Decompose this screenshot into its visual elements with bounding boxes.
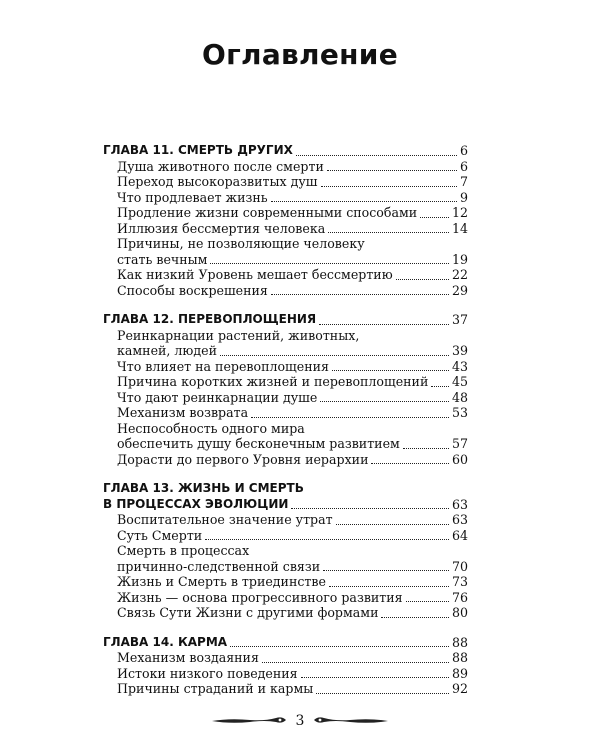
entry-title: камней, людей [117, 343, 217, 358]
page-number: 9 [459, 189, 468, 205]
leader-dots [371, 463, 449, 464]
toc-entry[interactable] [103, 205, 468, 221]
toc-entry[interactable] [103, 590, 468, 606]
leader-dots [271, 201, 457, 202]
leader-dots [336, 524, 449, 525]
toc-entry[interactable] [103, 267, 468, 283]
leader-dots [420, 217, 449, 218]
entry-title: причинно-следственной связи [117, 558, 321, 574]
toc-chapter-13-line1[interactable] [103, 481, 468, 497]
entry-title: Причины страданий и кармы [117, 681, 314, 696]
toc-entry[interactable] [103, 405, 468, 421]
entry-title: Переход высокоразвитых душ [117, 174, 318, 189]
entry-title: стать вечным [117, 251, 208, 267]
toc-entry[interactable] [103, 252, 468, 268]
page-number: 19 [451, 251, 468, 267]
leader-dots [271, 294, 449, 295]
entry-title: Как низкий Уровень мешает бессмертию [117, 267, 393, 282]
chapter-title: ГЛАВА 14. КАРМА [103, 634, 228, 649]
toc-entry[interactable] [103, 174, 468, 190]
toc-chapter-11[interactable] [103, 143, 468, 159]
toc-chapter-14[interactable] [103, 635, 468, 651]
leader-dots [316, 693, 449, 694]
page-number: 45 [451, 374, 468, 389]
toc-entry[interactable] [103, 390, 468, 406]
toc-chapter-13[interactable] [103, 497, 468, 513]
page-number: 63 [451, 496, 468, 512]
leader-dots [220, 355, 449, 356]
page-number: 43 [451, 358, 468, 374]
leader-dots [327, 170, 457, 171]
entry-title: Механизм воздаяния [117, 650, 259, 665]
page-number: 53 [451, 405, 468, 420]
toc-entry[interactable] [103, 374, 468, 390]
page-number: 48 [451, 389, 468, 405]
leader-dots [251, 417, 449, 418]
page-number: 14 [451, 220, 468, 236]
leader-dots [320, 401, 449, 402]
page-number: 70 [451, 558, 468, 574]
toc-entry[interactable] [103, 343, 468, 359]
toc-entry[interactable] [103, 159, 468, 175]
toc-entry[interactable] [103, 528, 468, 544]
chapter-title: ГЛАВА 11. СМЕРТЬ ДРУГИХ [103, 143, 293, 157]
page-number: 89 [451, 665, 468, 681]
entry-title: Жизнь — основа прогрессивного развития [117, 589, 403, 605]
leader-dots [431, 386, 449, 387]
toc-entry[interactable] [103, 605, 468, 621]
page-number: 22 [451, 267, 468, 282]
entry-title: Что дают реинкарнации душе [117, 389, 318, 405]
toc-chapter-12[interactable] [103, 312, 468, 328]
leader-dots [296, 155, 457, 156]
entry-title: Дорасти до первого Уровня иерархии [117, 451, 369, 467]
entry-title: Связь Сути Жизни с другими формами [117, 605, 379, 620]
entry-title: Реинкарнации растений, животных, [117, 327, 360, 343]
toc-entry[interactable] [103, 221, 468, 237]
entry-title: Иллюзия бессмертия человека [117, 220, 326, 236]
leader-dots [396, 279, 449, 280]
toc-entry-line1[interactable] [103, 543, 468, 559]
page-number-footer: 3 [295, 713, 305, 729]
entry-title: Механизм возврата [117, 405, 249, 420]
leader-dots [205, 539, 449, 540]
chapter-title: В ПРОЦЕССАХ ЭВОЛЮЦИИ [103, 496, 289, 511]
entry-title: Жизнь и Смерть в триединстве [117, 574, 326, 589]
page-number: 6 [459, 143, 468, 158]
page-number: 92 [451, 681, 468, 696]
toc-entry[interactable] [103, 359, 468, 375]
page-number: 29 [451, 282, 468, 298]
toc-entry-line1[interactable] [103, 328, 468, 344]
toc-entry[interactable] [103, 452, 468, 468]
entry-title: Суть Смерти [117, 527, 203, 543]
page-number: 73 [451, 574, 468, 589]
leader-dots [329, 586, 449, 587]
page-number: 88 [451, 634, 468, 650]
page-number: 6 [459, 158, 468, 174]
toc-entry-line1[interactable] [103, 421, 468, 437]
entry-title: Способы воскрешения [117, 282, 268, 298]
entry-title: Воспитательное значение утрат [117, 512, 333, 527]
ornament-right-icon [312, 714, 390, 728]
page-number: 39 [451, 343, 468, 358]
toc-entry-line1[interactable] [103, 236, 468, 252]
toc-entry[interactable] [103, 190, 468, 206]
page-footer [0, 713, 600, 729]
leader-dots [332, 370, 449, 371]
leader-dots [301, 677, 449, 678]
leader-dots [262, 662, 449, 663]
page-number: 7 [459, 174, 468, 189]
leader-dots [323, 570, 449, 571]
page-number: 12 [451, 205, 468, 220]
page-number: 60 [451, 451, 468, 467]
chapter-title: ГЛАВА 13. ЖИЗНЬ И СМЕРТЬ [103, 481, 304, 495]
entry-title: Душа животного после смерти [117, 158, 324, 174]
entry-title: Продление жизни современными способами [117, 205, 418, 220]
page-number: 37 [451, 312, 468, 327]
toc-entry[interactable] [103, 681, 468, 697]
toc-entry[interactable] [103, 574, 468, 590]
page-number: 88 [451, 650, 468, 665]
toc-entry[interactable] [103, 512, 468, 528]
entry-title: Причина коротких жизней и перевоплощений [117, 374, 429, 389]
toc-entry[interactable] [103, 436, 468, 452]
entry-title: Истоки низкого поведения [117, 665, 298, 681]
toc-entry[interactable] [103, 650, 468, 666]
leader-dots [328, 232, 449, 233]
ornament-left-icon [210, 714, 288, 728]
entry-title: Что продлевает жизнь [117, 189, 268, 205]
leader-dots [381, 617, 448, 618]
table-of-contents [103, 143, 468, 697]
entry-title: Причины, не позволяющие человеку [117, 236, 365, 251]
chapter-title: ГЛАВА 12. ПЕРЕВОПЛОЩЕНИЯ [103, 312, 317, 326]
leader-dots [291, 508, 449, 509]
entry-title: Что влияет на перевоплощения [117, 358, 329, 374]
toc-entry[interactable] [103, 666, 468, 682]
leader-dots [321, 186, 457, 187]
entry-title: Смерть в процессах [117, 543, 250, 558]
page-number: 76 [451, 589, 468, 605]
leader-dots [319, 324, 449, 325]
leader-dots [403, 448, 449, 449]
page-title: Оглавление [201, 38, 398, 71]
toc-entry[interactable] [103, 559, 468, 575]
leader-dots [210, 263, 449, 264]
page-number: 64 [451, 527, 468, 543]
page-number: 80 [451, 605, 468, 620]
entry-title: Неспособность одного мира [117, 420, 305, 436]
toc-entry[interactable] [103, 283, 468, 299]
page-number: 63 [451, 512, 468, 527]
leader-dots [230, 646, 449, 647]
page-number: 57 [451, 436, 468, 451]
leader-dots [406, 601, 449, 602]
entry-title: обеспечить душу бесконечным развитием [117, 436, 400, 451]
